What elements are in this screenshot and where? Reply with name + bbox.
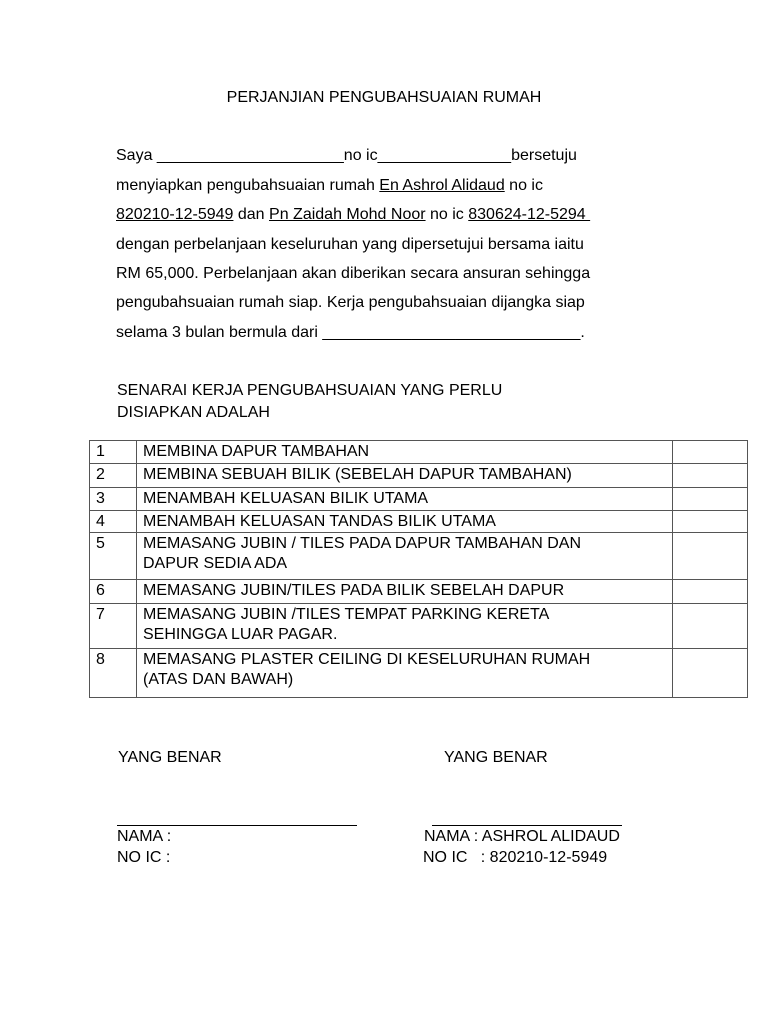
work-description-line-1: MEMASANG JUBIN / TILES PADA DAPUR TAMBAHAN DAN <box>143 535 582 552</box>
work-description-line-2: DAPUR SEDIA ADA <box>143 555 288 572</box>
right-signature-line <box>432 825 622 826</box>
owner1-name: En Ashrol Alidaud <box>379 177 505 194</box>
work-description: MENAMBAH KELUASAN BILIK UTAMA <box>137 488 673 511</box>
row-number: 3 <box>90 488 137 511</box>
right-signature-heading: YANG BENAR <box>444 749 548 766</box>
contractor-ic-blank: _______________ <box>377 147 512 164</box>
left-signature-heading: YANG BENAR <box>118 749 222 766</box>
row-number: 1 <box>90 441 137 464</box>
table-row <box>90 604 748 649</box>
work-description: MEMBINA DAPUR TAMBAHAN <box>137 441 673 464</box>
table-row <box>90 580 748 604</box>
row-number: 2 <box>90 464 137 488</box>
table-row <box>90 511 748 533</box>
work-description: MEMBINA SEBUAH BILIK (SEBELAH DAPUR TAMBAHAN) <box>137 464 673 488</box>
dan-text: dan <box>233 206 270 223</box>
work-description-line-1: MEMASANG JUBIN /TILES TEMPAT PARKING KERETA <box>143 606 550 623</box>
work-description-line-2: SEHINGGA LUAR PAGAR. <box>143 626 338 643</box>
agree-text: bersetuju <box>511 147 577 164</box>
line2-text: menyiapkan pengubahsuaian rumah <box>116 177 380 194</box>
table-row <box>90 441 748 464</box>
check-cell <box>673 488 748 511</box>
works-table <box>89 440 748 698</box>
no-ic-text: no ic <box>343 147 378 164</box>
table-row <box>90 533 748 580</box>
contractor-name-blank: _____________________ <box>156 147 344 164</box>
line2-after: no ic <box>504 177 543 194</box>
row-number: 4 <box>90 511 137 533</box>
check-cell <box>673 511 748 533</box>
work-description: MENAMBAH KELUASAN TANDAS BILIK UTAMA <box>137 511 673 533</box>
paragraph-line-1 <box>116 146 577 166</box>
check-cell <box>673 464 748 488</box>
owner2-name: Pn Zaidah Mohd Noor <box>269 206 426 223</box>
no-ic-text-2: no ic <box>425 206 469 223</box>
work-description <box>137 649 673 698</box>
paragraph-line-3 <box>116 205 590 225</box>
table-row <box>90 488 748 511</box>
row-number: 6 <box>90 580 137 604</box>
left-signature-line <box>117 825 357 826</box>
owner1-ic: 820210-12-5949 <box>116 206 234 223</box>
row-number: 7 <box>90 604 137 649</box>
paragraph-line-5: RM 65,000. Perbelanjaan akan diberikan secara ansuran sehingga <box>116 265 591 282</box>
check-cell <box>673 649 748 698</box>
left-nama: NAMA : <box>117 828 172 845</box>
check-cell <box>673 441 748 464</box>
document-title: PERJANJIAN PENGUBAHSUAIAN RUMAH <box>226 89 542 106</box>
work-description: MEMASANG JUBIN/TILES PADA BILIK SEBELAH DAPUR <box>137 580 673 604</box>
work-description-line-1: MEMASANG PLASTER CEILING DI KESELURUHAN RUMAH <box>143 651 591 668</box>
row-number: 8 <box>90 649 137 698</box>
paragraph-line-4: dengan perbelanjaan keseluruhan yang dipersetujui bersama iaitu <box>116 236 584 253</box>
right-nama: NAMA : ASHROL ALIDAUD <box>424 828 620 845</box>
work-description-line-2: (ATAS DAN BAWAH) <box>143 671 294 688</box>
works-heading-line-2: DISIAPKAN ADALAH <box>117 404 270 421</box>
check-cell <box>673 533 748 580</box>
paragraph-line-6: pengubahsuaian rumah siap. Kerja pengubahsuaian dijangka siap <box>116 294 585 311</box>
table-row <box>90 464 748 488</box>
right-noic: NO IC : 820210-12-5949 <box>423 849 608 866</box>
row-number: 5 <box>90 533 137 580</box>
paragraph-line-2 <box>116 176 543 196</box>
check-cell <box>673 580 748 604</box>
owner2-ic: 830624-12-5294 <box>468 206 591 223</box>
work-description <box>137 533 673 580</box>
left-noic: NO IC : <box>117 849 171 866</box>
check-cell <box>673 604 748 649</box>
table-row <box>90 649 748 698</box>
saya-text: Saya <box>116 147 157 164</box>
paragraph-line-7: selama 3 bulan bermula dari _____________________________. <box>116 324 585 341</box>
work-description <box>137 604 673 649</box>
works-heading-line-1: SENARAI KERJA PENGUBAHSUAIAN YANG PERLU <box>117 382 503 399</box>
